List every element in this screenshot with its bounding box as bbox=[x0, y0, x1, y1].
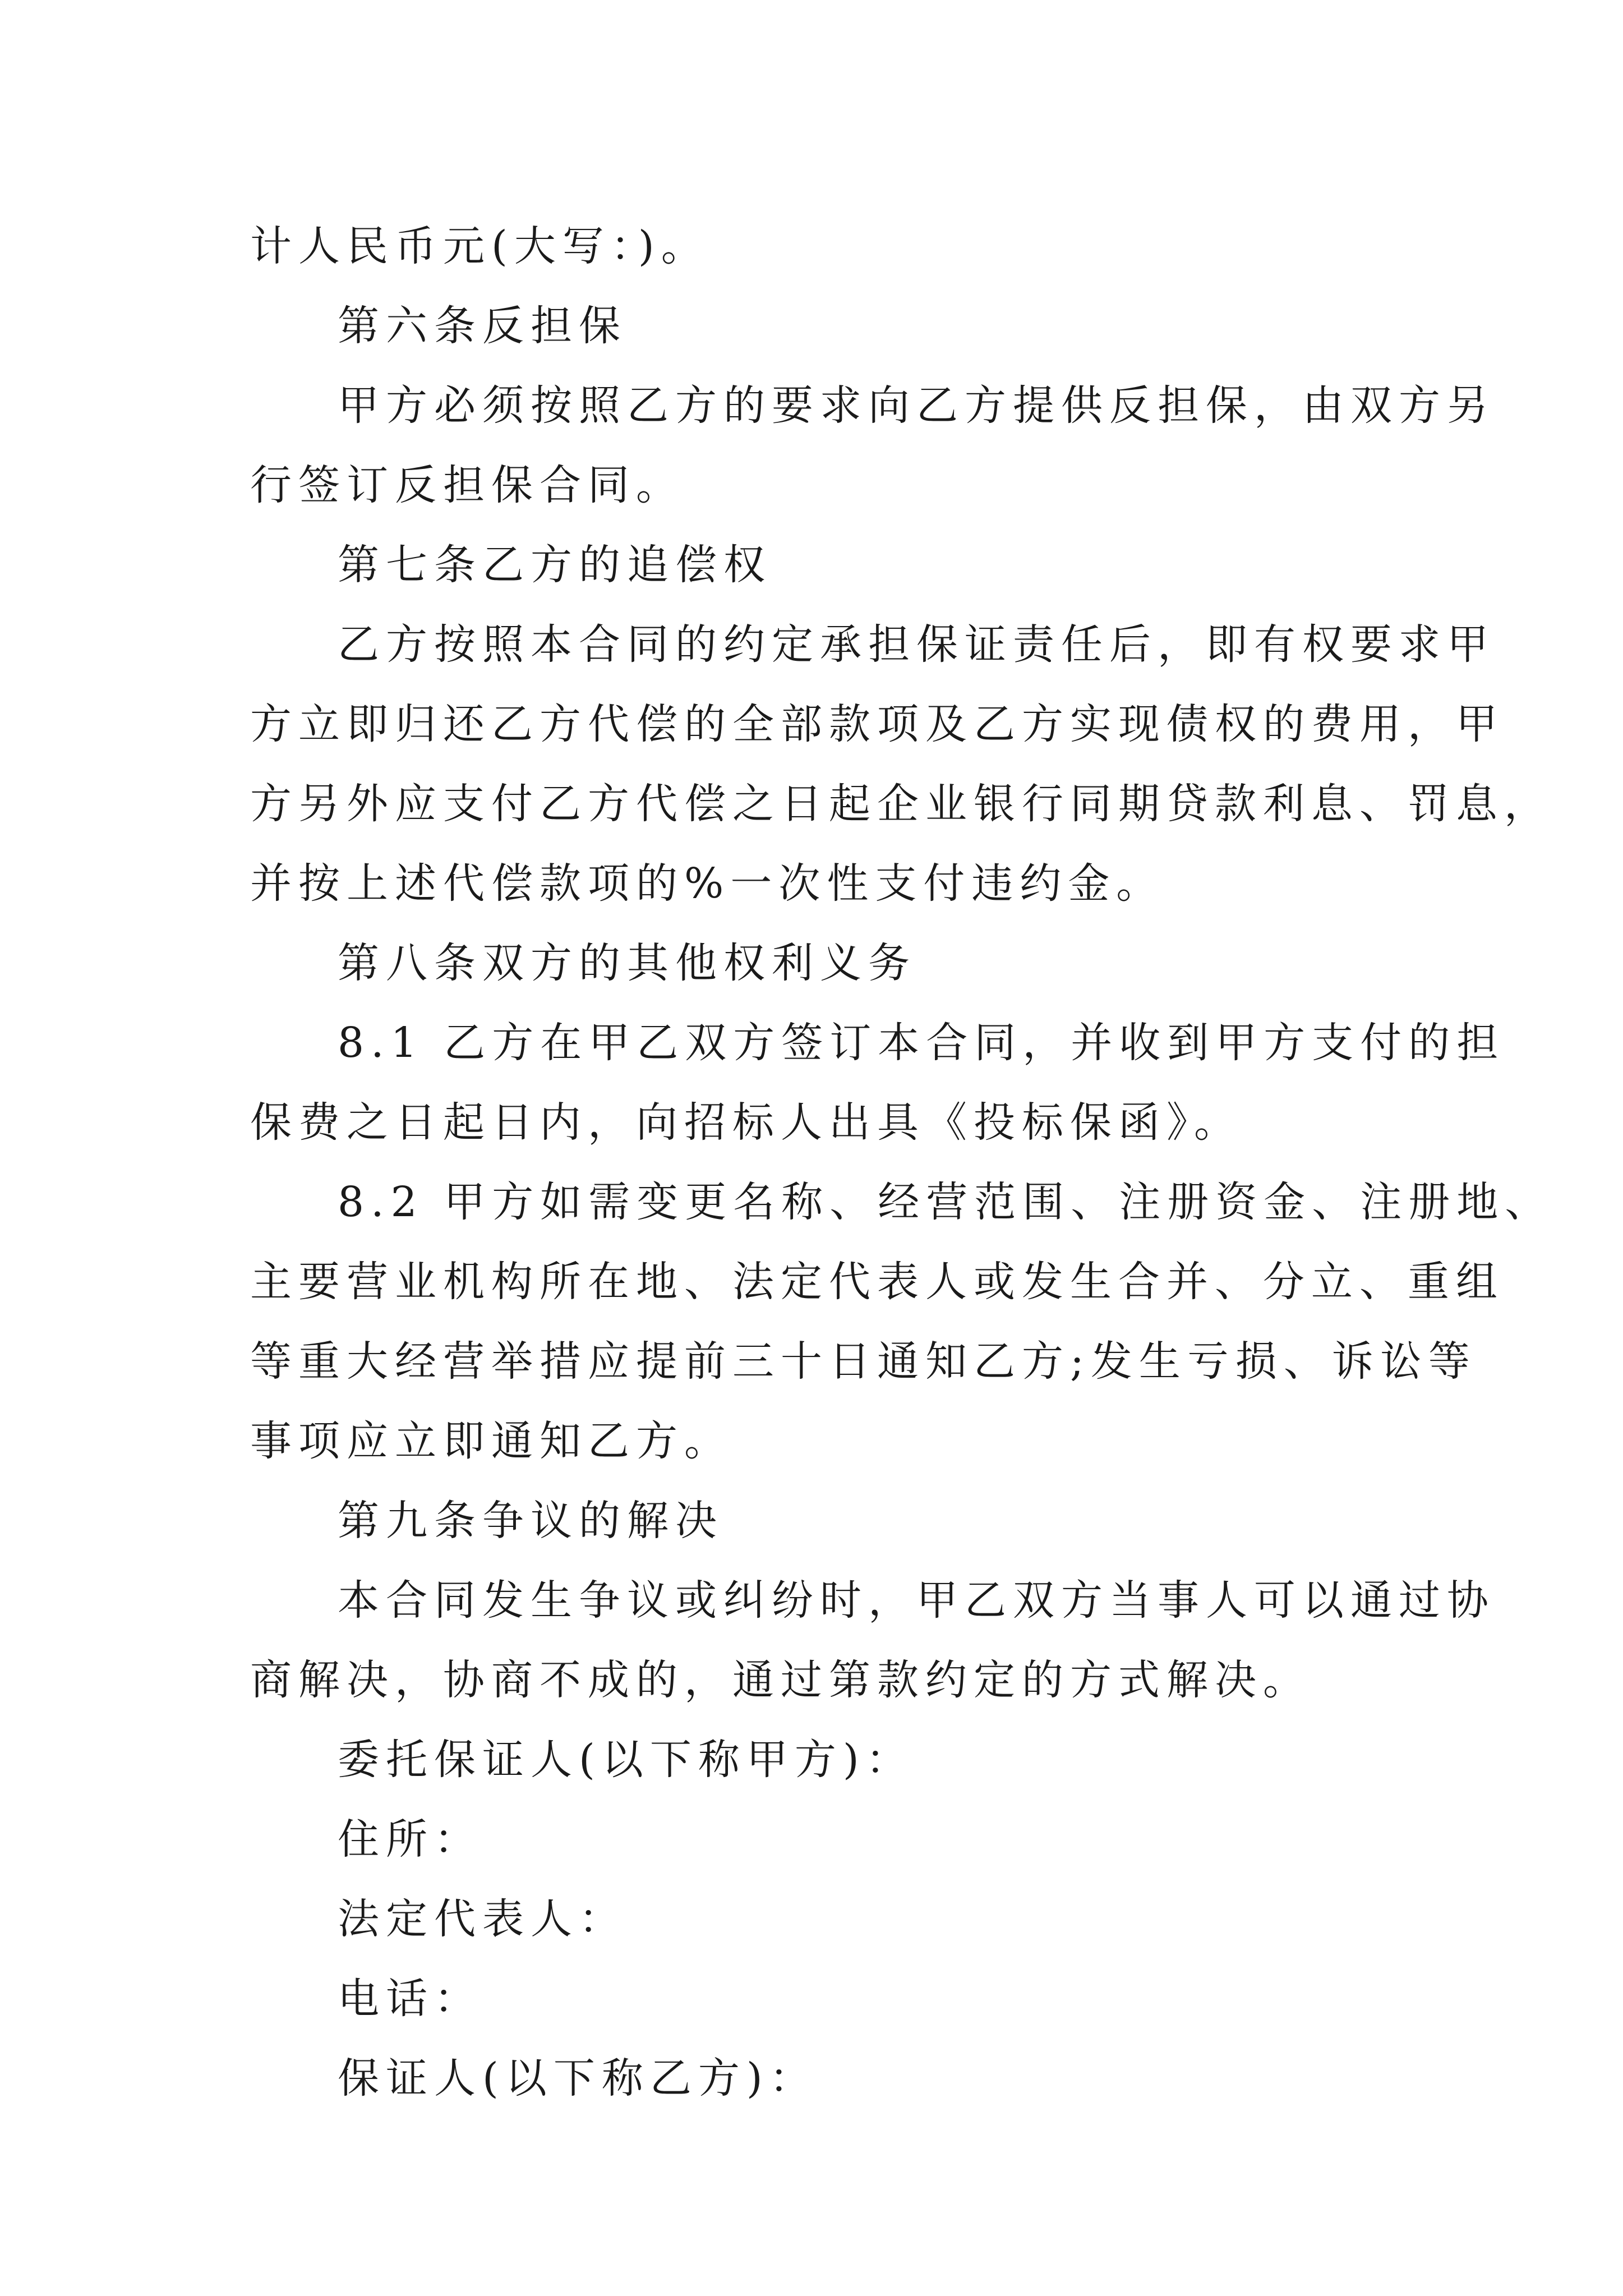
section-heading: 第七条乙方的追偿权 bbox=[338, 541, 772, 589]
signature-field-label: 电话： bbox=[338, 1975, 482, 2023]
signature-field-label: 住所： bbox=[338, 1815, 482, 1864]
text-line: 计人民币元(大写：)。 bbox=[250, 222, 709, 270]
signature-field-label: 法定代表人： bbox=[338, 1895, 627, 1943]
text-line: 事项应立即通知乙方。 bbox=[250, 1417, 732, 1465]
text-line: 8.2 甲方如需变更名称、经营范围、注册资金、注册地、 bbox=[338, 1178, 1553, 1226]
text-line: 保费之日起日内，向招标人出具《投标保函》。 bbox=[250, 1098, 1242, 1147]
text-line: 甲方必须按照乙方的要求向乙方提供反担保，由双方另 bbox=[338, 381, 1495, 430]
section-heading: 第六条反担保 bbox=[338, 302, 627, 350]
text-line: 主要营业机构所在地、法定代表人或发生合并、分立、重组 bbox=[250, 1258, 1504, 1306]
text-line: 方另外应支付乙方代偿之日起企业银行同期贷款利息、罚息， bbox=[250, 780, 1552, 828]
section-heading: 第八条双方的其他权利义务 bbox=[338, 939, 916, 987]
text-line: 方立即归还乙方代偿的全部款项及乙方实现债权的费用，甲 bbox=[250, 700, 1504, 748]
section-heading: 第九条争议的解决 bbox=[338, 1497, 723, 1545]
text-line: 乙方按照本合同的约定承担保证责任后，即有权要求甲 bbox=[338, 620, 1495, 669]
text-line: 等重大经营举措应提前三十日通知乙方;发生亏损、诉讼等 bbox=[250, 1337, 1477, 1386]
document-body bbox=[250, 206, 1553, 2118]
text-line: 商解决，协商不成的，通过第款约定的方式解决。 bbox=[250, 1656, 1311, 1704]
text-line: 8.1 乙方在甲乙双方签订本合同，并收到甲方支付的担 bbox=[338, 1019, 1505, 1067]
text-line: 行签订反担保合同。 bbox=[250, 461, 684, 509]
text-line: 本合同发生争议或纠纷时，甲乙双方当事人可以通过协 bbox=[338, 1576, 1495, 1625]
signature-field-label: 委托保证人(以下称甲方)： bbox=[338, 1736, 914, 1784]
text-line: 并按上述代偿款项的%一次性支付违约金。 bbox=[250, 859, 1165, 908]
signature-field-label: 保证人(以下称乙方)： bbox=[338, 2054, 818, 2102]
